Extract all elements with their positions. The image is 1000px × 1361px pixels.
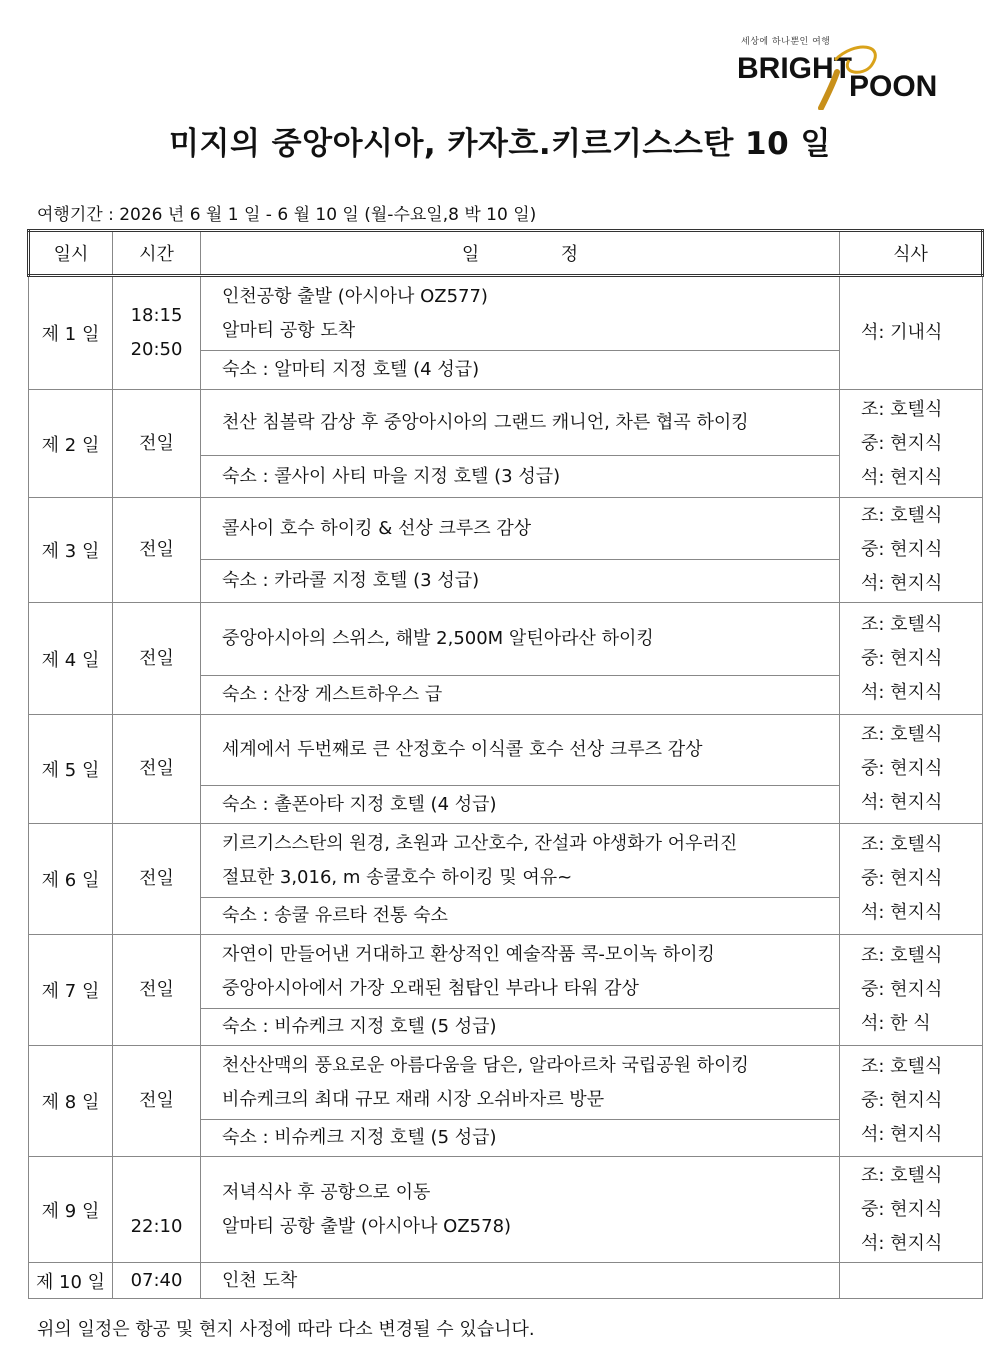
schedule-cell	[201, 1046, 840, 1120]
itinerary-row	[29, 935, 983, 1009]
bright-spoon-logo	[737, 40, 947, 110]
meal-cell	[840, 276, 983, 390]
itinerary-row	[29, 1263, 983, 1299]
time-value: 전일	[139, 758, 174, 779]
time-cell	[113, 1046, 201, 1157]
time-cell	[113, 935, 201, 1046]
itinerary-row	[29, 715, 983, 786]
meal-item: 석: 한 식	[861, 1013, 931, 1034]
schedule-item: 콜사이 호수 하이킹 & 선상 크루즈 감상	[222, 517, 532, 539]
itinerary-row	[29, 390, 983, 456]
meal-item: 중: 현지식	[861, 1090, 943, 1111]
logo-name-part2: POON	[849, 70, 938, 103]
time-value: 전일	[139, 432, 174, 454]
itinerary-row	[29, 1046, 983, 1120]
meal-cell	[840, 603, 983, 715]
hotel-info: 숙소 : 비슈케크 지정 호텔 (5 성급)	[222, 1127, 497, 1148]
meal-cell	[840, 715, 983, 824]
schedule-cell	[201, 1157, 840, 1263]
day-label: 제 5 일	[29, 715, 113, 824]
meal-item: 석: 현지식	[861, 902, 943, 923]
schedule-item: 천산산맥의 풍요로운 아름다움을 담은, 알라아르차 국립공원 하이킹	[222, 1054, 749, 1076]
day-label: 제 1 일	[29, 276, 113, 390]
meal-item: 석: 기내식	[861, 322, 943, 343]
time-value: 18:15	[130, 305, 183, 326]
meal-item: 조: 호텔식	[861, 1056, 943, 1077]
time-value: 전일	[139, 1090, 174, 1111]
travel-period: 여행기간 : 2026 년 6 월 1 일 - 6 월 10 일 (월-수요일,8 박 10 일)	[37, 205, 537, 225]
hotel-info: 숙소 : 콜사이 사티 마을 지정 호텔 (3 성급)	[222, 465, 561, 487]
hotel-cell	[201, 898, 840, 935]
itinerary-row	[29, 824, 983, 898]
hotel-cell	[201, 786, 840, 824]
day-label: 제 7 일	[29, 935, 113, 1046]
meal-item: 석: 현지식	[861, 792, 943, 813]
day-label: 제 10 일	[29, 1263, 113, 1299]
time-cell	[113, 1157, 201, 1263]
hotel-cell	[201, 456, 840, 498]
day-label: 제 8 일	[29, 1046, 113, 1157]
schedule-item: 중앙아시아의 스위스, 해발 2,500M 알틴아라산 하이킹	[222, 628, 654, 649]
day-label: 제 2 일	[29, 390, 113, 498]
time-cell	[113, 824, 201, 935]
time-value: 전일	[139, 647, 174, 669]
meal-item: 중: 현지식	[861, 1198, 943, 1220]
hotel-info: 숙소 : 송쿨 유르타 전통 숙소	[222, 905, 448, 926]
meal-item: 석: 현지식	[861, 1124, 943, 1145]
header-time: 시간	[113, 231, 201, 276]
meal-item: 석: 현지식	[861, 681, 943, 703]
schedule-cell	[201, 715, 840, 786]
page-title: 미지의 중앙아시아, 카자흐.키르기스스탄 10 일	[169, 126, 831, 162]
schedule-cell	[201, 1263, 840, 1299]
hotel-cell	[201, 351, 840, 390]
logo-tagline: 세상에 하나뿐인 여행	[741, 37, 831, 47]
logo-name-part1: BRIGHT	[737, 52, 852, 85]
meal-cell	[840, 824, 983, 935]
meal-item: 중: 현지식	[861, 758, 943, 779]
meal-cell	[840, 1157, 983, 1263]
meal-cell	[840, 935, 983, 1046]
time-value: 전일	[139, 868, 174, 889]
time-value: 22:10	[130, 1215, 183, 1237]
brand-logo	[737, 34, 947, 104]
header-schedule-1: 일	[461, 244, 480, 265]
meal-cell	[840, 498, 983, 603]
schedule-item: 비슈케크의 최대 규모 재래 시장 오쉬바자르 방문	[222, 1088, 605, 1110]
hotel-info: 숙소 : 산장 게스트하우스 급	[222, 684, 443, 705]
day-label: 제 6 일	[29, 824, 113, 935]
schedule-item: 세계에서 두번째로 큰 산정호수 이식콜 호수 선상 크루즈 감상	[222, 739, 703, 760]
footer-note: 위의 일정은 항공 및 현지 사정에 따라 다소 변경될 수 있습니다.	[37, 1319, 535, 1340]
schedule-item: 알마티 공항 출발 (아시아나 OZ578)	[222, 1215, 512, 1237]
meal-item: 조: 호텔식	[861, 1164, 943, 1186]
schedule-cell	[201, 824, 840, 898]
meal-item: 중: 현지식	[861, 979, 943, 1000]
schedule-cell	[201, 935, 840, 1009]
meal-cell	[840, 1046, 983, 1157]
time-cell	[113, 715, 201, 824]
schedule-item: 키르기스스탄의 원경, 초원과 고산호수, 잔설과 야생화가 어우러진	[222, 832, 738, 854]
header-schedule	[201, 231, 840, 276]
time-cell	[113, 1263, 201, 1299]
day-label: 제 4 일	[29, 603, 113, 715]
time-value: 전일	[139, 979, 174, 1000]
schedule-cell	[201, 498, 840, 560]
schedule-item: 절묘한 3,016, m 송쿨호수 하이킹 및 여유~	[222, 866, 573, 888]
schedule-item: 인천 도착	[222, 1269, 298, 1291]
meal-item: 중: 현지식	[861, 647, 943, 669]
meal-cell	[840, 1263, 983, 1299]
time-value: 20:50	[130, 339, 183, 360]
day-label: 제 9 일	[29, 1157, 113, 1263]
meal-item: 조: 호텔식	[861, 724, 943, 745]
schedule-cell	[201, 603, 840, 676]
itinerary-body	[29, 276, 983, 1299]
meal-item: 중: 현지식	[861, 868, 943, 889]
meal-item: 조: 호텔식	[861, 398, 943, 420]
hotel-cell	[201, 560, 840, 603]
header-meal: 식사	[840, 231, 983, 276]
time-cell	[113, 276, 201, 390]
time-cell	[113, 390, 201, 498]
schedule-item: 인천공항 출발 (아시아나 OZ577)	[222, 285, 488, 307]
time-value: 전일	[139, 539, 174, 560]
meal-item: 석: 현지식	[861, 573, 943, 594]
meal-item: 조: 호텔식	[861, 505, 943, 526]
schedule-item: 천산 침볼락 감상 후 중앙아시아의 그랜드 캐니언, 차른 협곡 하이킹	[222, 411, 749, 433]
schedule-item: 중앙아시아에서 가장 오래된 첨탑인 부라나 타워 감상	[222, 977, 639, 999]
hotel-cell	[201, 676, 840, 715]
schedule-cell	[201, 390, 840, 456]
schedule-item: 자연이 만들어낸 거대하고 환상적인 예술작품 콕-모이녹 하이킹	[222, 943, 715, 965]
meal-item: 중: 현지식	[861, 539, 943, 560]
time-cell	[113, 498, 201, 603]
meal-item: 석: 현지식	[861, 466, 943, 488]
time-value	[113, 1176, 200, 1210]
meal-item: 석: 현지식	[861, 1232, 943, 1254]
hotel-cell	[201, 1120, 840, 1157]
day-label: 제 3 일	[29, 498, 113, 603]
hotel-info: 숙소 : 알마티 지정 호텔 (4 성급)	[222, 359, 480, 380]
header-day: 일시	[29, 231, 113, 276]
hotel-info: 숙소 : 카라콜 지정 호텔 (3 성급)	[222, 570, 480, 591]
hotel-info: 숙소 : 촐폰아타 지정 호텔 (4 성급)	[222, 793, 497, 815]
itinerary-row	[29, 498, 983, 560]
hotel-info: 숙소 : 비슈케크 지정 호텔 (5 성급)	[222, 1016, 497, 1037]
meal-cell	[840, 390, 983, 498]
time-value: 07:40	[130, 1269, 183, 1291]
itinerary-row	[29, 603, 983, 676]
table-header-row	[29, 231, 983, 276]
time-cell	[113, 603, 201, 715]
schedule-item: 알마티 공항 도착	[222, 319, 356, 341]
header-schedule-2: 정	[560, 244, 579, 265]
meal-item: 중: 현지식	[861, 432, 943, 454]
schedule-cell	[201, 276, 840, 351]
meal-item: 조: 호텔식	[861, 834, 943, 855]
meal-item: 조: 호텔식	[861, 945, 943, 966]
hotel-cell	[201, 1009, 840, 1046]
itinerary-table	[27, 229, 984, 1299]
itinerary-row	[29, 1157, 983, 1263]
meal-item: 조: 호텔식	[861, 613, 943, 635]
itinerary-row	[29, 276, 983, 351]
schedule-item: 저녁식사 후 공항으로 이동	[222, 1181, 431, 1203]
